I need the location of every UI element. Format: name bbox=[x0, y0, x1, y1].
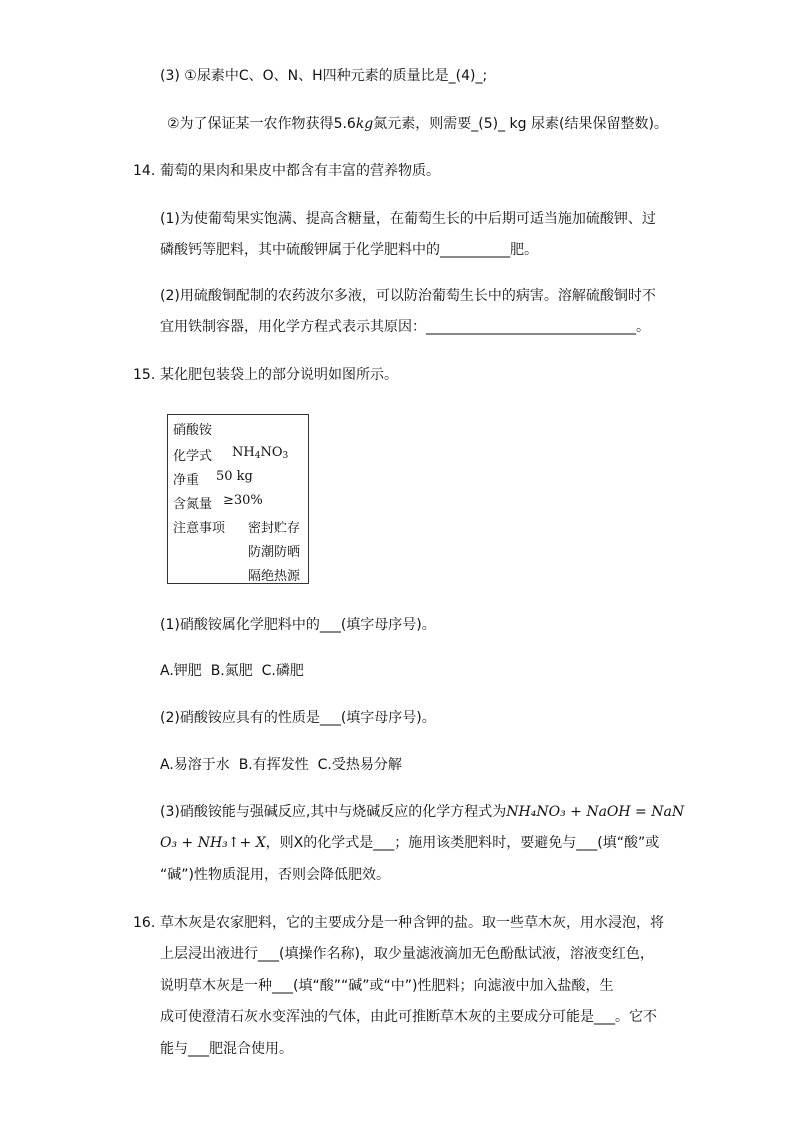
q15-sub1-option-b: B.氮肥 bbox=[210, 663, 253, 679]
label-notes-title: 注意事项 bbox=[173, 521, 226, 536]
q15-sub2-option-b: B.有挥发性 bbox=[238, 757, 309, 773]
q15-sub3-equation-part2: O₃ + NH₃↑+ X bbox=[160, 835, 266, 851]
q13-text-b: 氮元素，则需要_(5)_ kg 尿素(结果保留整数)。 bbox=[373, 116, 668, 132]
q13-part3-line1: (3) ①尿素中C、O、N、H四种元素的质量比是_(4)_; bbox=[160, 68, 488, 84]
q16-line5: 能与___肥混合使用。 bbox=[160, 1041, 293, 1057]
q15-sub2-options bbox=[160, 755, 402, 775]
q14-stem: 葡萄的果肉和果皮中都含有丰富的营养物质。 bbox=[160, 163, 440, 179]
q15-sub3-equation-part1: NH₄NO₃ + NaOH = NaN bbox=[506, 804, 685, 820]
q14-part2-line2: 宜用铁制容器，用化学方程式表示其原因：______________________________。 bbox=[160, 319, 650, 335]
label-formula: $NH_4NO_3$ bbox=[232, 445, 289, 461]
q14-number: 14. bbox=[133, 163, 156, 179]
label-weight-title: 净重 bbox=[173, 473, 200, 488]
q15-sub3-text: (3)硝酸铵能与强碱反应,其中与烧碱反应的化学方程式为 bbox=[160, 804, 507, 820]
q15-sub3-line1 bbox=[160, 802, 684, 822]
label-weight: 50 kg bbox=[216, 469, 253, 484]
q14-part2-line1: (2)用硫酸铜配制的农药波尔多液，可以防治葡萄生长中的病害。溶解硫酸铜时不 bbox=[160, 288, 656, 304]
q15-sub3-line2 bbox=[160, 833, 659, 853]
label-nitrogen-title: 含氮量 bbox=[173, 497, 213, 512]
q16-line4: 成可使澄清石灰水变浑浊的气体，由此可推断草木灰的主要成分可能是___。它不 bbox=[160, 1009, 657, 1025]
q15-sub2: (2)硝酸铵应具有的性质是___(填字母序号)。 bbox=[160, 710, 436, 726]
q16-line3: 说明草木灰是一种___(填“酸”“碱”或“中”)性肥料；向滤液中加入盐酸，生 bbox=[160, 978, 614, 994]
q15-sub2-option-c: C.受热易分解 bbox=[317, 757, 402, 773]
q15-sub1-option-a: A.钾肥 bbox=[160, 663, 202, 679]
label-note-2: 防潮防晒 bbox=[248, 545, 301, 560]
q15-number: 15. bbox=[133, 367, 156, 383]
label-formula-title: 化学式 bbox=[173, 449, 213, 464]
q15-sub3-question: ，则X的化学式是___；施用该类肥料时，要避免与___(填“酸”或 bbox=[265, 835, 660, 851]
q15-sub1-option-c: C.磷肥 bbox=[261, 663, 304, 679]
q13-text-a: ②为了保证某一农作物获得 bbox=[167, 116, 334, 132]
label-note-1: 密封贮存 bbox=[248, 521, 301, 536]
q15-sub3-line3: “碱”)性物质混用，否则会降低肥效。 bbox=[160, 867, 390, 883]
q15-sub1: (1)硝酸铵属化学肥料中的___(填字母序号)。 bbox=[160, 617, 436, 633]
q15-stem: 某化肥包装袋上的部分说明如图所示。 bbox=[160, 367, 398, 383]
label-nitrogen: ≥30% bbox=[223, 493, 263, 508]
q13-mass-unit: kg bbox=[355, 116, 374, 132]
q15-sub1-options bbox=[160, 661, 304, 681]
q13-part3-line2 bbox=[167, 114, 668, 134]
q16-number: 16. bbox=[133, 915, 156, 931]
label-product-name: 硝酸铵 bbox=[173, 423, 213, 438]
q14-part1-line1: (1)为使葡萄果实饱满、提高含糖量，在葡萄生长的中后期可适当施加硫酸钾、过 bbox=[160, 211, 656, 227]
q13-mass-value: 5.6 bbox=[333, 116, 356, 132]
q16-line1: 草木灰是农家肥料，它的主要成分是一种含钾的盐。取一些草木灰，用水浸泡，将 bbox=[160, 915, 664, 931]
fertilizer-label-image bbox=[167, 414, 309, 584]
q16-line2: 上层浸出液进行___(填操作名称)，取少量滤液滴加无色酚酞试液，溶液变红色， bbox=[160, 946, 654, 962]
q14-part1-line2: 磷酸钙等肥料，其中硫酸钾属于化学肥料中的__________肥。 bbox=[160, 242, 538, 258]
q15-sub2-option-a: A.易溶于水 bbox=[160, 757, 230, 773]
label-note-3: 隔绝热源 bbox=[248, 569, 301, 584]
